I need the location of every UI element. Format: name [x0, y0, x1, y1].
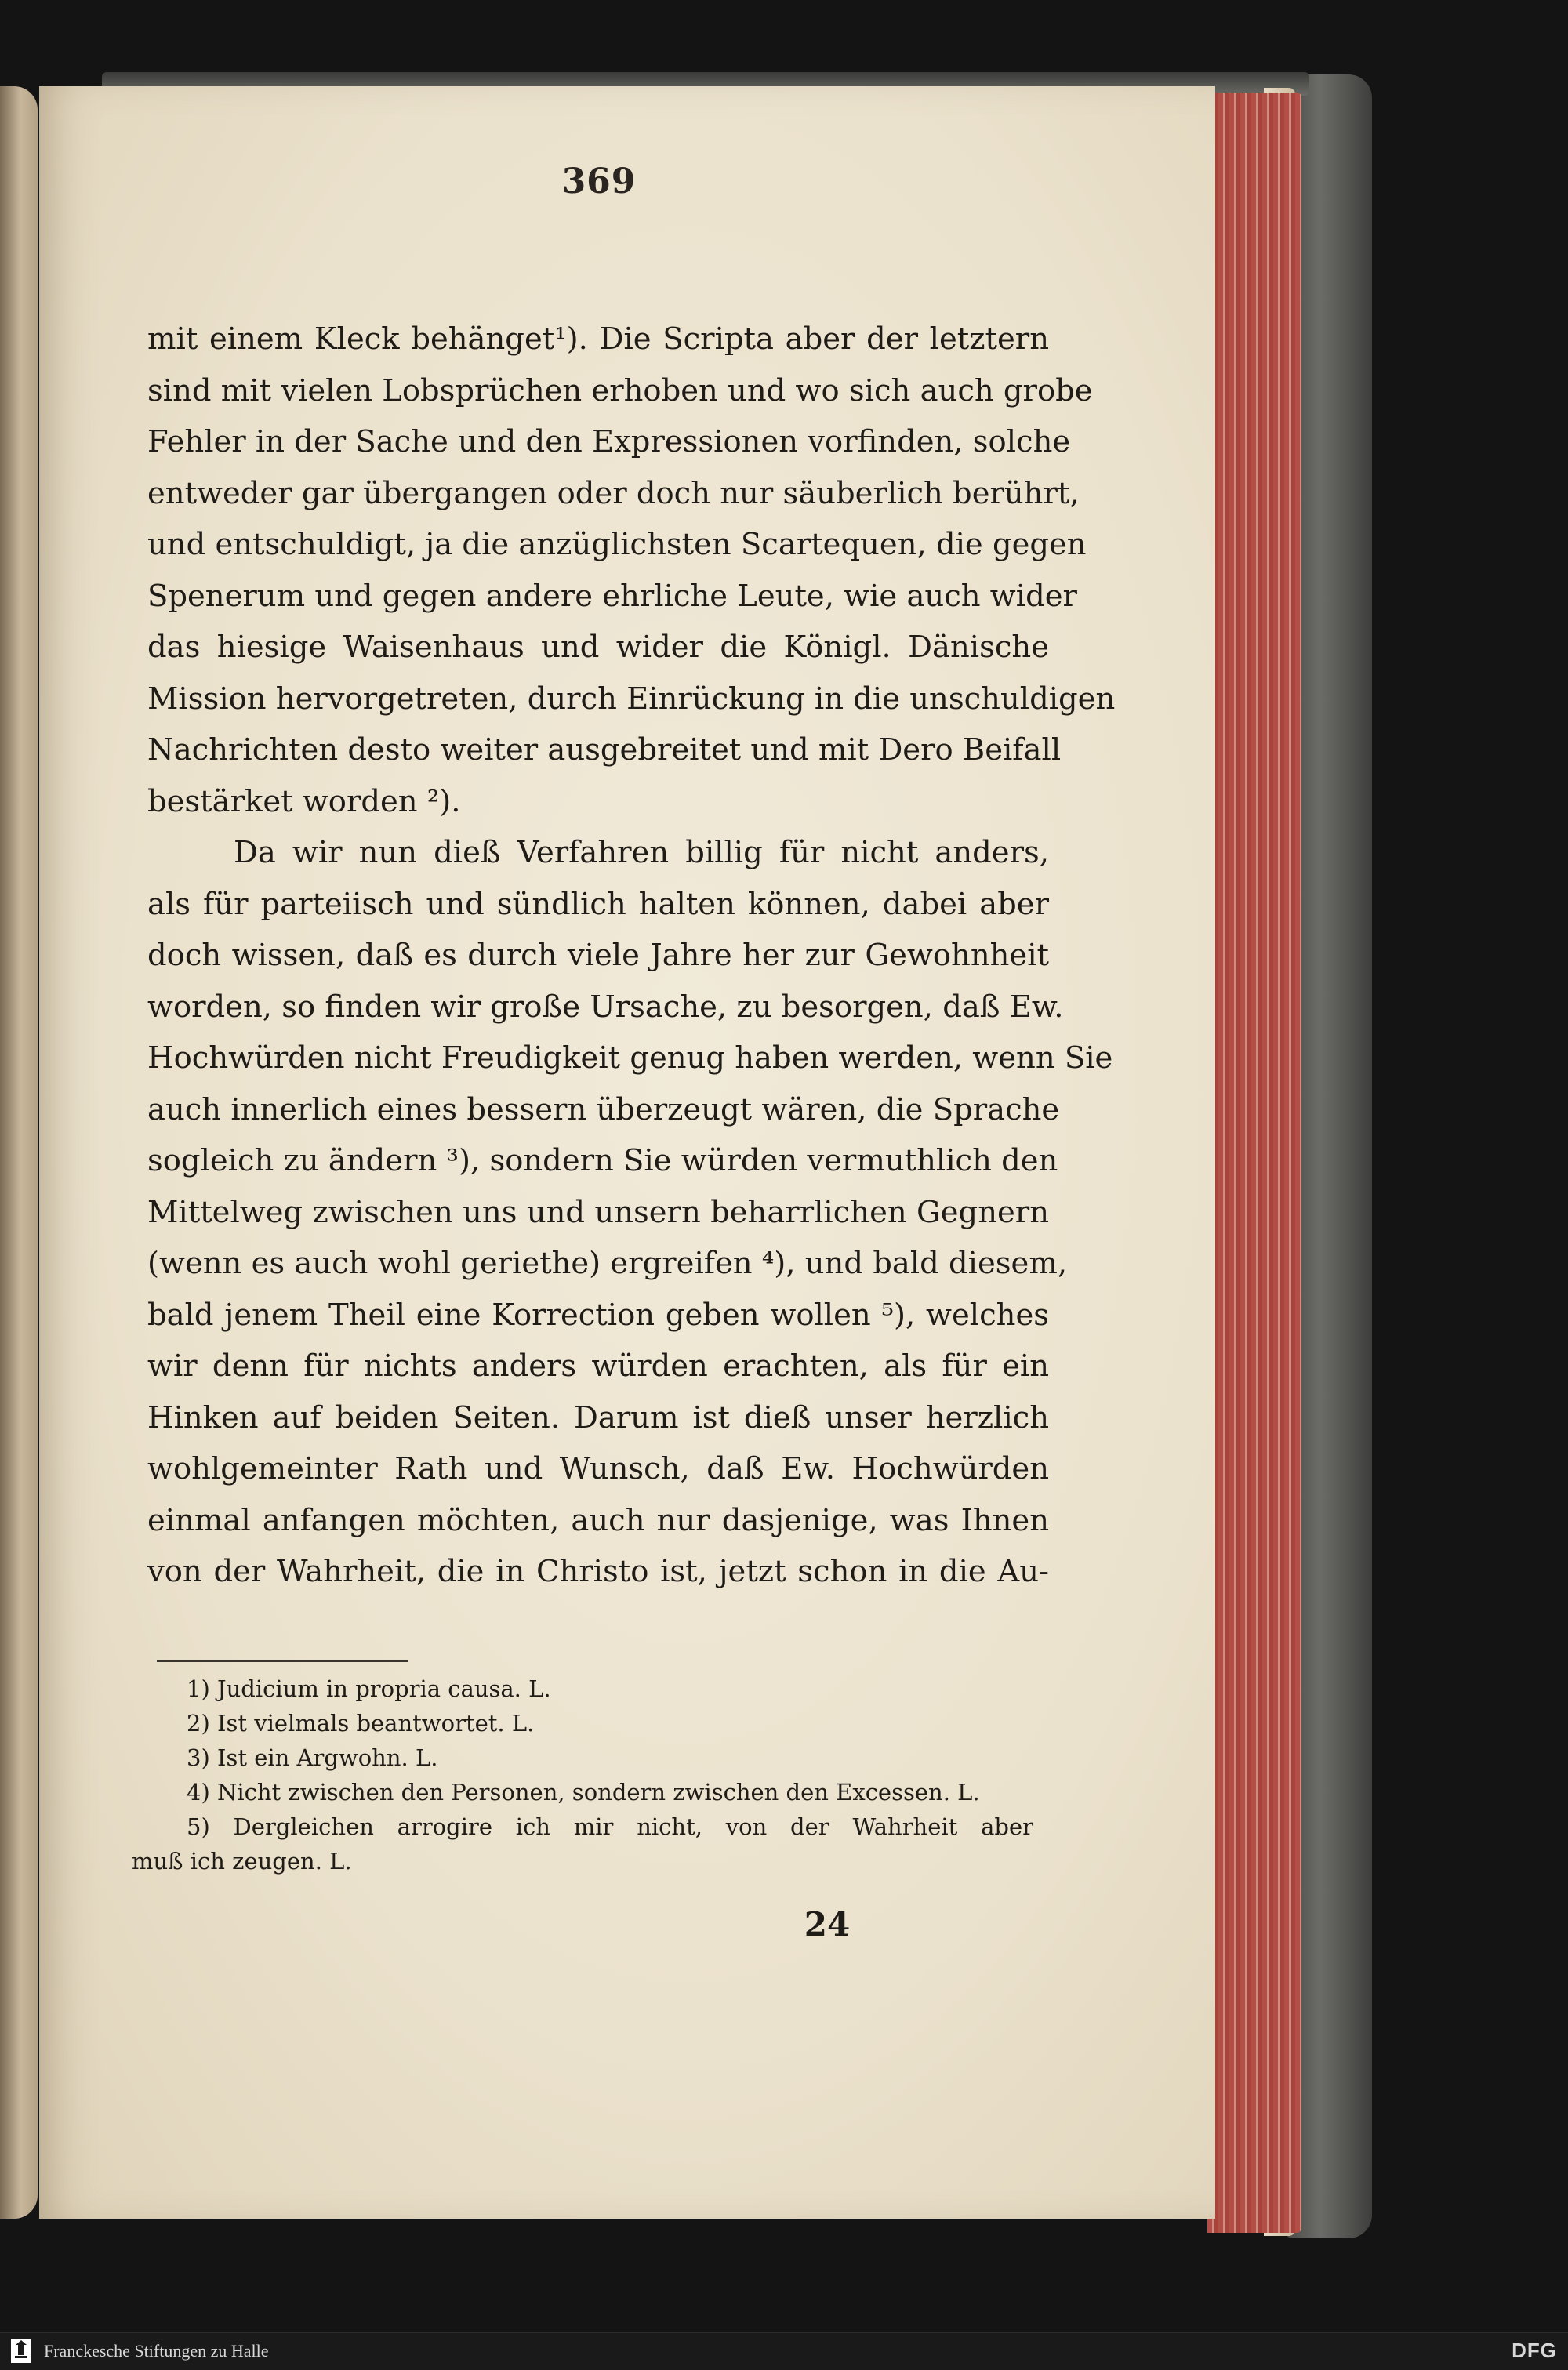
text-line: Da wir nun dieß Verfahren billig für nicht anders, — [234, 835, 1049, 870]
page-number: 369 — [561, 162, 637, 201]
text-line: Nachrichten desto weiter ausgebreitet und mit Dero Beifall — [147, 732, 1062, 768]
red-page-edges — [1207, 93, 1301, 2233]
text-line: mit einem Kleck behänget¹). Die Scripta aber der letztern — [147, 321, 1049, 357]
text-line: wir denn für nichts anders würden erachten, als für ein — [147, 1348, 1049, 1384]
text-line: doch wissen, daß es durch viele Jahre her zur Gewohnheit — [147, 938, 1049, 973]
footnote-continuation: muß ich zeugen. L. — [132, 1848, 352, 1875]
dfg-logo: DFG — [1512, 2339, 1557, 2362]
text-line: Hinken auf beiden Seiten. Darum ist dieß unser herzlich — [147, 1399, 1049, 1435]
text-line: entweder gar übergangen oder doch nur säuberlich berührt, — [147, 475, 1080, 511]
text-line: einmal anfangen möchten, auch nur dasjenige, was Ihnen — [147, 1502, 1049, 1538]
footnote: 4) Nicht zwischen den Personen, sondern zwischen den Excessen. L. — [187, 1779, 980, 1806]
footer-bar — [0, 2332, 1568, 2370]
body-text — [147, 314, 1116, 1598]
text-line: wohlgemeinter Rath und Wunsch, daß Ew. Hochwürden — [147, 1451, 1049, 1486]
footnote-rule — [157, 1660, 408, 1662]
footer-institution: Franckesche Stiftungen zu Halle — [44, 2341, 269, 2361]
signature-mark: 24 — [804, 1905, 851, 1944]
text-line: Mission hervorgetreten, durch Einrückung in die unschuldigen — [147, 681, 1116, 717]
text-line: sind mit vielen Lobsprüchen erhoben und wo sich auch grobe — [147, 372, 1093, 408]
text-line: von der Wahrheit, die in Christo ist, jetzt schon in die Au- — [147, 1554, 1049, 1589]
text-line: (wenn es auch wohl geriethe) ergreifen ⁴), und bald diesem, — [147, 1246, 1068, 1281]
text-line: als für parteiisch und sündlich halten können, dabei aber — [147, 886, 1049, 922]
text-line: das hiesige Waisenhaus und wider die Königl. Dänische — [147, 630, 1049, 665]
footnote: 2) Ist vielmals beantwortet. L. — [187, 1710, 535, 1737]
text-line: auch innerlich eines bessern überzeugt wären, die Sprache — [147, 1091, 1060, 1127]
footnote: 1) Judicium in propria causa. L. — [187, 1675, 551, 1702]
text-line: und entschuldigt, ja die anzüglichsten Scartequen, die gegen — [147, 527, 1087, 562]
text-line: Mittelweg zwischen uns und unsern beharrlichen Gegnern — [147, 1194, 1049, 1230]
text-line: Hochwürden nicht Freudigkeit genug haben werden, wenn Sie — [147, 1040, 1113, 1076]
text-line: sogleich zu ändern ³), sondern Sie würden vermuthlich den — [147, 1143, 1058, 1178]
left-page-edge — [0, 86, 38, 2219]
institution-logo-icon — [11, 2339, 31, 2363]
text-line: Fehler in der Sache und den Expressionen vorfinden, solche — [147, 424, 1071, 459]
footnote: 3) Ist ein Argwohn. L. — [187, 1744, 438, 1771]
text-line: bald jenem Theil eine Korrection geben wollen ⁵), welches — [147, 1297, 1049, 1333]
text-line: worden, so finden wir große Ursache, zu besorgen, daß Ew. — [147, 989, 1064, 1025]
footnote: 5) Dergleichen arrogire ich mir nicht, von der Wahrheit aber — [187, 1813, 1033, 1840]
text-line: bestärket worden ²). — [147, 783, 461, 819]
text-line: Spenerum und gegen andere ehrliche Leute, wie auch wider — [147, 578, 1077, 614]
footnotes — [132, 1671, 1033, 1878]
